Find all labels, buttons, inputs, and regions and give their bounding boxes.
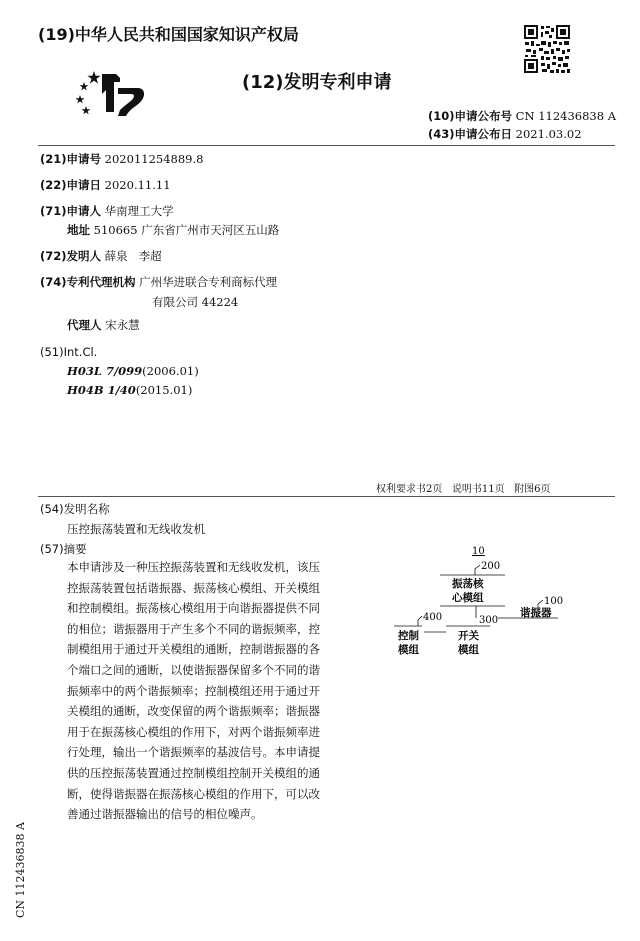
application-date: 2020.11.11 [104, 178, 171, 192]
address: 510665 广东省广州市天河区五山路 [93, 223, 280, 237]
resonator-number: 100 [544, 596, 564, 607]
switch-label-1: 开关 [458, 630, 479, 642]
ipc2-date: (2015.01) [135, 383, 193, 397]
application-number: 202011254889.8 [104, 152, 204, 166]
publication-number-row [428, 108, 616, 124]
agency-line1: 广州华进联合专利商标代理 [139, 275, 278, 289]
publication-date-row [428, 126, 582, 142]
control-label-2: 模组 [398, 644, 419, 656]
patent-office-emblem-icon [72, 68, 150, 118]
invention-title-label: (54)发明名称 [40, 502, 110, 516]
switch-label-2: 模组 [458, 644, 479, 656]
invention-title: 压控振荡装置和无线收发机 [67, 522, 205, 536]
office-name: (19)中华人民共和国国家知识产权局 [38, 25, 299, 44]
agency-line2: 有限公司 44224 [152, 295, 239, 309]
inventor-row [40, 246, 162, 266]
abstract-label: (57)摘要 [40, 542, 87, 556]
agency-row [40, 272, 277, 292]
header-divider [38, 145, 615, 146]
block-diagram [380, 540, 580, 665]
osc-core-label-1: 振荡核 [452, 578, 484, 590]
ipc-row-2 [67, 380, 192, 400]
applicant-row [40, 201, 174, 221]
address-label: 地址 [67, 223, 90, 237]
agent: 宋永慧 [105, 318, 140, 332]
resonator-label: 谐振器 [520, 607, 552, 619]
document-type: (12)发明专利申请 [242, 72, 392, 93]
osc-core-number: 200 [481, 561, 501, 572]
address-row [67, 220, 279, 240]
figure-number: 10 [472, 546, 485, 557]
publication-number-label: (10)申请公布号 [428, 109, 513, 123]
pages-info: 权利要求书2页 说明书11页 附图6页 [376, 484, 551, 495]
control-label-1: 控制 [398, 630, 419, 642]
side-publication-number: CN 112436838 A [14, 822, 27, 918]
application-number-row [40, 149, 203, 169]
switch-number: 300 [479, 615, 499, 626]
application-date-label: (22)申请日 [40, 178, 102, 192]
inventor-label: (72)发明人 [40, 249, 102, 263]
ipc1-code: H03L 7/099 [67, 364, 143, 378]
application-date-row [40, 175, 171, 195]
agency-label: (74)专利代理机构 [40, 275, 136, 289]
qr-code-icon [523, 24, 571, 74]
control-number: 400 [423, 612, 443, 623]
ipc-row-1 [67, 361, 199, 381]
osc-core-label-2: 心模组 [452, 592, 484, 604]
ipc-label: (51)Int.Cl. [40, 345, 98, 359]
agent-row [67, 315, 140, 335]
applicant-label: (71)申请人 [40, 204, 102, 218]
applicant: 华南理工大学 [104, 204, 174, 218]
ipc1-date: (2006.01) [142, 364, 199, 378]
inventors: 薛泉 李超 [104, 249, 162, 263]
publication-date-label: (43)申请公布日 [428, 127, 513, 141]
ipc2-code: H04B 1/40 [67, 383, 136, 397]
agent-label: 代理人 [67, 318, 102, 332]
abstract-divider [38, 496, 615, 497]
publication-date: 2021.03.02 [515, 127, 582, 141]
publication-number: CN 112436838 A [515, 109, 616, 123]
application-number-label: (21)申请号 [40, 152, 102, 166]
abstract-text: 本申请涉及一种压控振荡装置和无线收发机，该压控振荡装置包括谐振器、振荡核心模组、开关模组和控制模组。振荡核心模组用于向谐振器提供不同的相位；谐振器用于产生多个不同的谐振频率，控制模组用于通过开关模组的通断，控制谐振器的各个端口之间的通断，以使谐振器保留多个不同的谐振频率中的两个谐振频率；控制模组还用于通过开关模组的通断，改变保留的两个谐振频率；谐振器用于在振荡核心模组的作用下，对两个谐振频率进行处理，输出一个谐振频率的基波信号。本申请提供的压控振荡装置通过控制模组控制开关模组的通断，使得谐振器在振荡核心模组的作用下，可以改善通过谐振器输出的信号的相位噪声。 [67, 560, 320, 822]
